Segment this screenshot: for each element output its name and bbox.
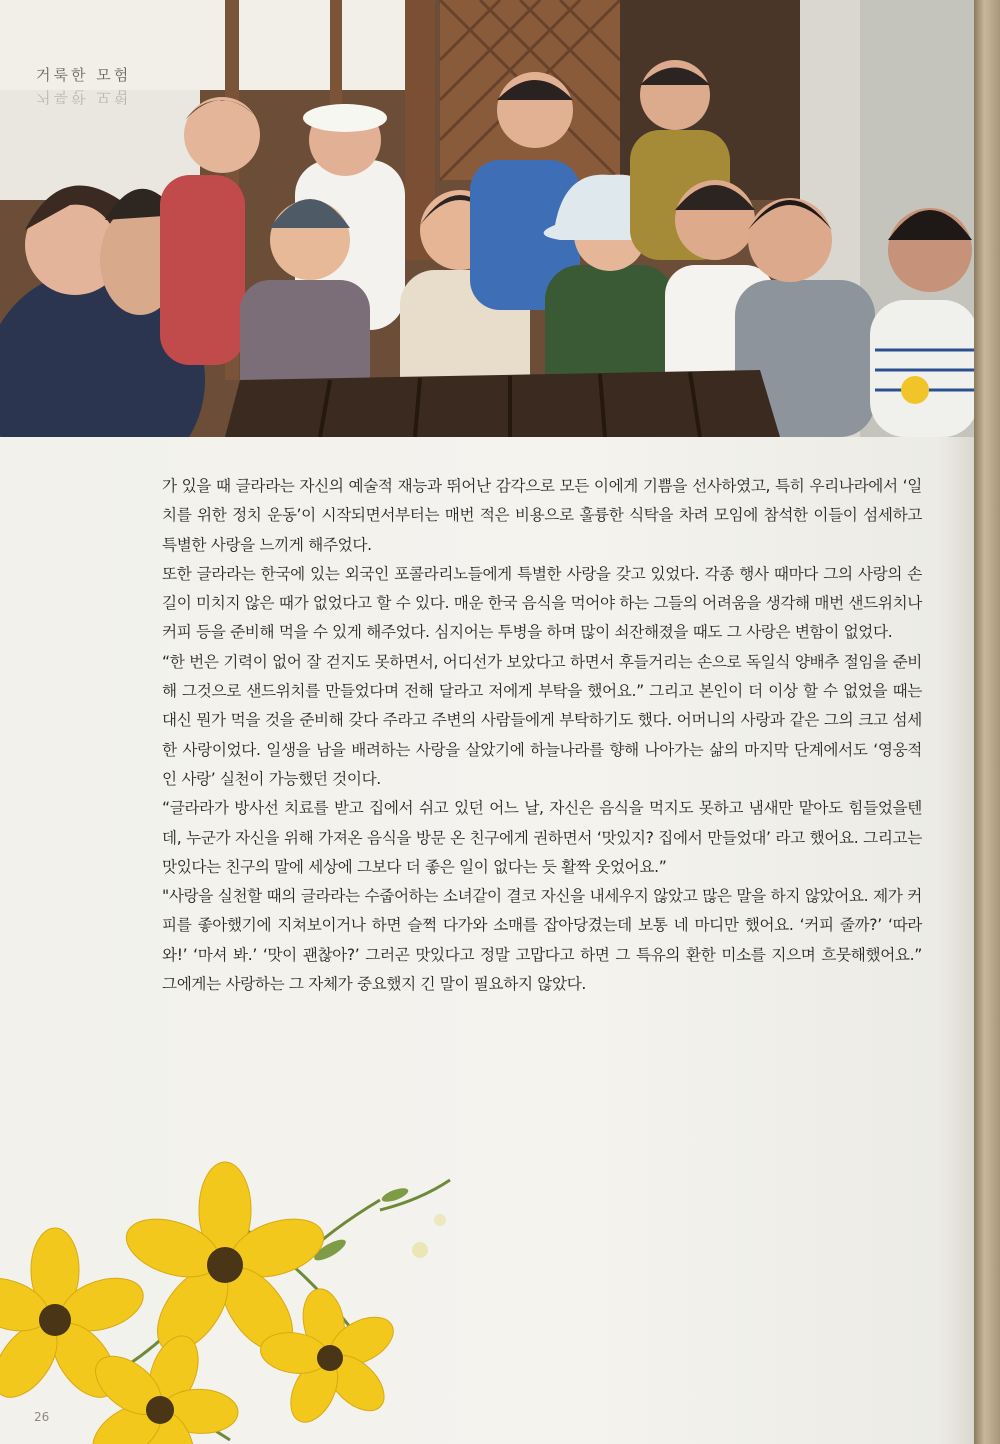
paragraph: “글라라가 방사선 치료를 받고 집에서 쉬고 있던 어느 날, 자신은 음식을 먹지도 못하고 냄새만 맡아도 힘들었을텐데, 누군가 자신을 위해 가져온 음식을 방문 온 친구에게 권하면서 ‘맛있지? 집에서 만들었대’ 라고 했어요. 그리고는 맛있다는 친구의 말에 세상에 그보다 더 좋은 일이 없다는 듯 활짝 웃었어요.” xyxy=(162,799,922,876)
section-title: 거룩한 모험 xyxy=(36,66,132,84)
book-spine xyxy=(974,0,1000,1444)
paragraph: "사랑을 실천할 때의 글라라는 수줍어하는 소녀같이 결코 자신을 내세우지 않았고 많은 말을 하지 않았어요. 제가 커피를 좋아했기에 지쳐보이거나 하면 슬쩍 다가와 소매를 잡아당겼는데 보통 네 마디만 했어요. ‘커피 줄까?’ ‘따라 와!’ ‘마셔 봐.’ ‘맛이 괜찮아?’ 그러곤 맛있다고 정말 고맙다고 하면 그 특유의 환한 미소를 지으며 흐뭇해했어요.” 그에게는 사랑하는 그 자체가 중요했지 긴 말이 필요하지 않았다. xyxy=(162,887,922,994)
group-photo xyxy=(0,0,978,437)
section-header xyxy=(36,64,131,108)
article-body xyxy=(162,472,922,999)
section-title-reflection: 거룩한 모험 xyxy=(36,88,132,106)
paragraph: 가 있을 때 글라라는 자신의 예술적 재능과 뛰어난 감각으로 모든 이에게 기쁨을 선사하였고, 특히 우리나라에서 ‘일치를 위한 정치 운동’이 시작되면서부터는 매번 적은 비용으로 훌륭한 식탁을 차려 모임에 참석한 이들이 섬세하고 특별한 사랑을 느끼게 해주었다. xyxy=(162,477,922,554)
paragraph: 또한 글라라는 한국에 있는 외국인 포콜라리노들에게 특별한 사랑을 갖고 있었다. 각종 행사 때마다 그의 사랑의 손길이 미치지 않은 때가 없었다고 할 수 있다. 매운 한국 음식을 먹어야 하는 그들의 어려움을 생각해 매번 샌드위치나 커피 등을 준비해 먹을 수 있게 해주었다. 심지어는 투병을 하며 많이 쇠잔해졌을 때도 그 사랑은 변함이 없었다. xyxy=(162,564,922,642)
group-photo-illustration xyxy=(0,0,978,437)
yellow-flowers-decoration xyxy=(0,1140,470,1444)
page-number: 26 xyxy=(34,1410,50,1424)
paragraph: “한 번은 기력이 없어 잘 걷지도 못하면서, 어디선가 보았다고 하면서 후들거리는 손으로 독일식 양배추 절임을 준비해 그것으로 샌드위치를 만들었다며 전해 달라고 저에게 부탁을 했어요.” 그리고 본인이 더 이상 할 수 없었을 때는 대신 뭔가 먹을 것을 준비해 갖다 주라고 주변의 사람들에게 부탁하기도 했다. 어머니의 사랑과 같은 그의 크고 섬세한 사랑이었다. 일생을 남을 배려하는 사랑을 살았기에 하늘나라를 향해 나아가는 삶의 마지막 단계에서도 ‘영웅적인 사랑’ 실천이 가능했던 것이다. xyxy=(162,652,922,788)
